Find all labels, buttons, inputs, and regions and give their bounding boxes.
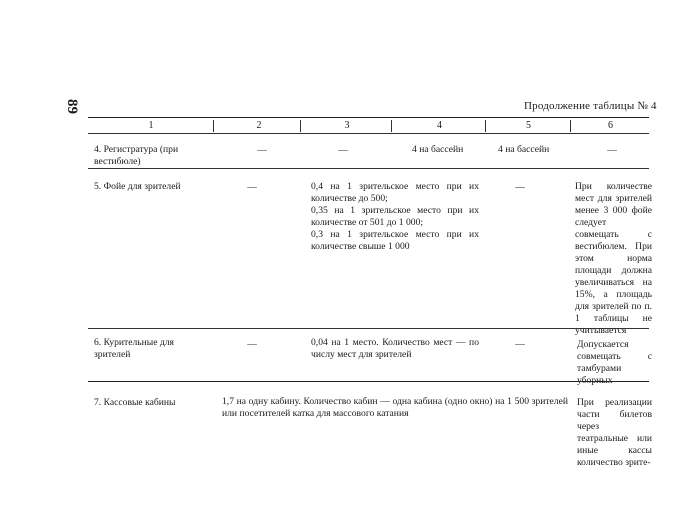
row-6-col6: Допускается совмещать с тамбурами уборных <box>577 339 652 386</box>
row-6-col2: — <box>247 339 257 350</box>
column-separator <box>300 120 301 132</box>
row-7-name: 7. Кассовые кабины <box>94 397 176 408</box>
row-6-name: 6. Курительные для зрителей <box>94 337 174 360</box>
row-divider <box>88 381 649 382</box>
table-top-rule <box>88 117 649 118</box>
page-number: 89 <box>64 99 80 114</box>
row-6-col3: 0,04 на 1 место. Количество мест — по числу мест для зрителей <box>311 337 479 360</box>
column-separator <box>570 120 571 132</box>
column-number-6: 6 <box>608 120 613 131</box>
column-number-4: 4 <box>437 120 442 131</box>
row-divider <box>88 168 649 169</box>
column-separator <box>391 120 392 132</box>
row-4-col5: 4 на бассейн <box>498 144 550 155</box>
row-4-name: 4. Регистратура (при вестибюле) <box>94 144 179 167</box>
column-number-2: 2 <box>256 120 262 131</box>
header-bottom-rule <box>88 133 649 134</box>
row-5-col3-line-3: 0,3 на 1 зрительское место при их количестве свыше 1 000 <box>311 229 479 252</box>
continuation-caption: Продолжение таблицы № 4 <box>524 100 657 112</box>
row-6-col5: — <box>515 339 525 350</box>
row-4-col3: — <box>338 145 348 156</box>
row-7-col6: При реализации части билетов через театральные или иные кассы количество зрите- <box>577 397 652 468</box>
column-number-1: 1 <box>148 120 154 131</box>
column-separator <box>213 120 214 132</box>
row-5-name: 5. Фойе для зрителей <box>94 181 181 192</box>
row-5-col3-line-1: 0,4 на 1 зрительское место при их количестве до 500; <box>311 181 479 204</box>
row-5-col5: — <box>515 182 525 193</box>
row-4-col4: 4 на бассейн <box>412 144 464 155</box>
row-5-col6: При количестве мест для зрителей менее 3 000 фойе следует совмещать с вестибюлем. При этом норма площади должна увеличиваться на 15%, а площадь для зрителей по п. 1 таблицы не учитывается <box>575 181 652 336</box>
row-7-col2-5: 1,7 на одну кабину. Количество кабин — одна кабина (одно окно) на 1 500 зрителей или посетителей катка для массового катания <box>222 396 568 419</box>
row-5-col2: — <box>247 182 257 193</box>
row-4-col2: — <box>257 145 267 156</box>
column-separator <box>485 120 486 132</box>
row-4-col6: — <box>607 145 617 156</box>
row-divider <box>88 328 649 329</box>
column-number-5: 5 <box>526 120 531 131</box>
column-number-3: 3 <box>344 120 350 131</box>
row-5-col3-line-2: 0,35 на 1 зрительское место при их количестве от 501 до 1 000; <box>311 205 479 228</box>
